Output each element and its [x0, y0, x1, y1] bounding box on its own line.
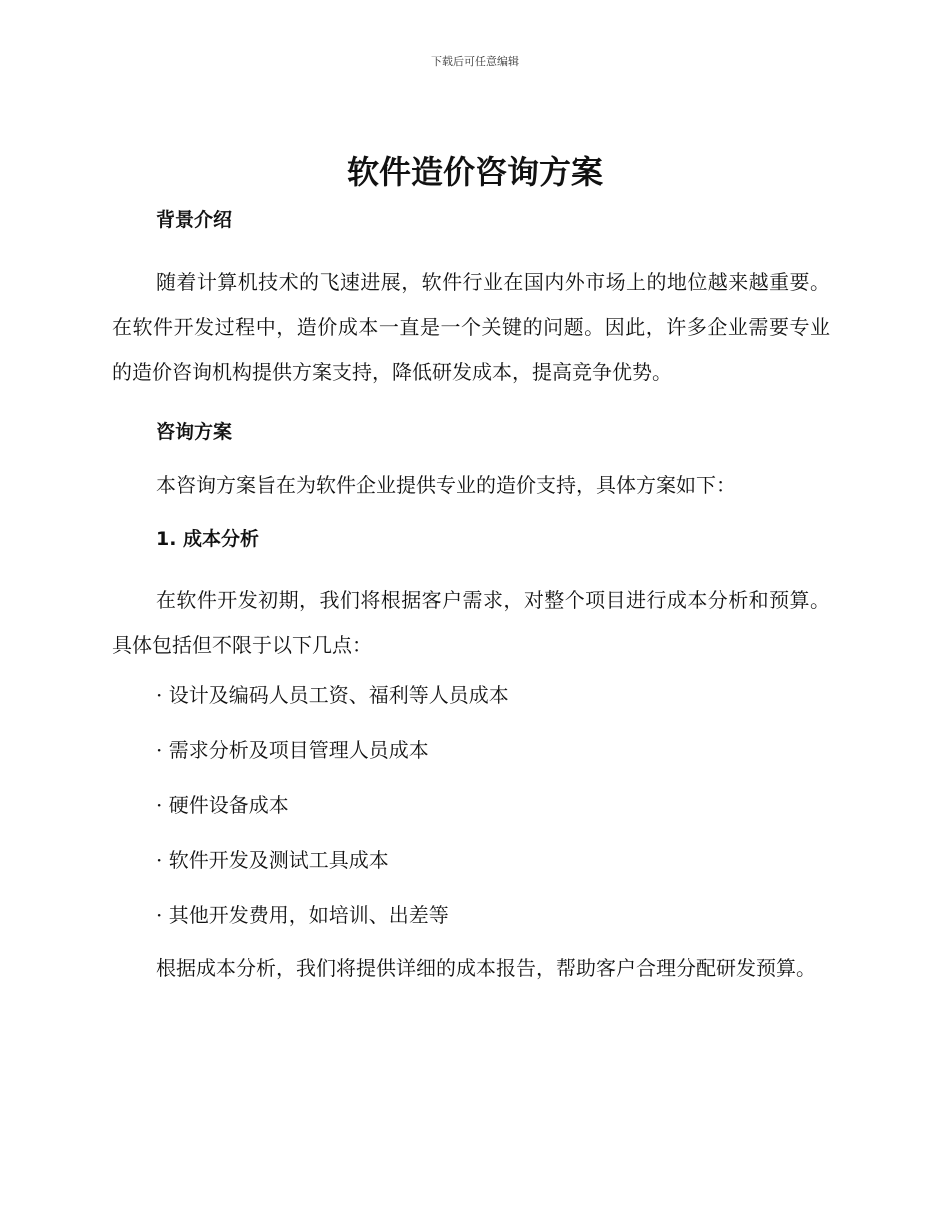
list-item: · 设计及编码人员工资、福利等人员成本	[156, 683, 509, 707]
bullet-list	[112, 681, 830, 929]
list-item: · 需求分析及项目管理人员成本	[156, 738, 429, 762]
heading-consulting: 咨询方案	[156, 421, 233, 443]
heading-cost-analysis: 1. 成本分析	[156, 528, 260, 550]
header-note: 下载后可任意编辑	[431, 55, 519, 68]
paragraph-background: 随着计算机技术的飞速进展，软件行业在国内外市场上的地位越来越重要。在软件开发过程中，造价成本一直是一个关键的问题。因此，许多企业需要专业的造价咨询机构提供方案支持，降低研发成本，提高竞争优势。	[112, 270, 830, 384]
paragraph-cost-conclusion: 根据成本分析，我们将提供详细的成本报告，帮助客户合理分配研发预算。	[156, 956, 816, 980]
list-item: · 其他开发费用，如培训、出差等	[156, 903, 449, 927]
heading-background: 背景介绍	[156, 209, 233, 231]
document-body	[112, 198, 830, 991]
list-item: · 硬件设备成本	[156, 793, 289, 817]
paragraph-cost-analysis: 在软件开发初期，我们将根据客户需求，对整个项目进行成本分析和预算。具体包括但不限于以下几点：	[112, 588, 830, 657]
paragraph-consulting-intro: 本咨询方案旨在为软件企业提供专业的造价支持，具体方案如下：	[156, 473, 736, 497]
list-item: · 软件开发及测试工具成本	[156, 848, 389, 872]
document-title: 软件造价咨询方案	[346, 153, 603, 191]
